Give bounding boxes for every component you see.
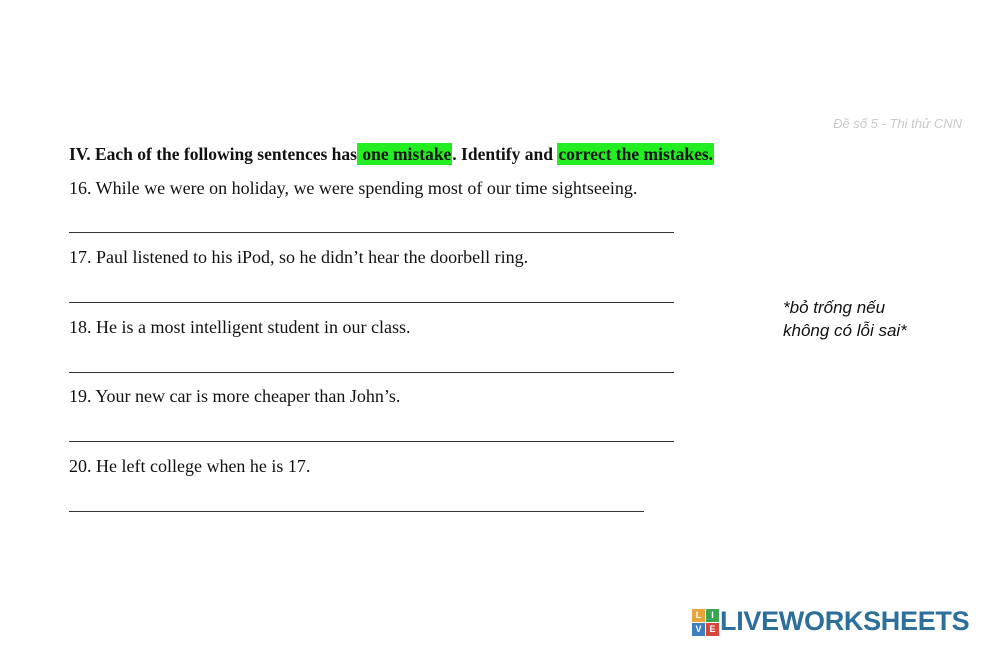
answer-field-19[interactable]	[69, 441, 674, 442]
question-17: 17. Paul listened to his iPod, so he didn’t hear the doorbell ring.	[69, 247, 529, 267]
logo-mark-icon	[692, 609, 718, 635]
instruction-text-1: IV. Each of the following sentences has	[69, 144, 357, 164]
answer-field-17[interactable]	[69, 302, 674, 303]
logo-mark-i: I	[706, 609, 719, 622]
question-19: 19. Your new car is more cheaper than John’s.	[69, 386, 401, 406]
question-16: 16. While we were on holiday, we were spending most of our time sightseeing.	[69, 178, 638, 198]
side-note	[783, 296, 953, 342]
logo-text: LIVEWORKSHEETS	[720, 606, 970, 636]
highlight-one-mistake: one mistake	[357, 144, 452, 164]
liveworksheets-logo	[692, 606, 969, 637]
side-note-line-1: *bỏ trống nếu	[783, 298, 886, 317]
question-18: 18. He is a most intelligent student in our class.	[69, 317, 411, 337]
instruction	[69, 144, 714, 165]
logo-mark-v: V	[692, 623, 705, 636]
instruction-text-2: . Identify and	[452, 144, 558, 164]
answer-field-18[interactable]	[69, 372, 674, 373]
highlight-correct-mistakes: correct the mistakes.	[558, 144, 714, 164]
header-note: Đề số 5 - Thi thử CNN	[833, 116, 962, 131]
logo-mark-e: E	[706, 623, 719, 636]
side-note-line-2: không có lỗi sai*	[783, 321, 907, 340]
answer-field-20[interactable]	[69, 511, 644, 512]
answer-field-16[interactable]	[69, 232, 674, 233]
question-20: 20. He left college when he is 17.	[69, 456, 311, 476]
logo-mark-l: L	[692, 609, 705, 622]
